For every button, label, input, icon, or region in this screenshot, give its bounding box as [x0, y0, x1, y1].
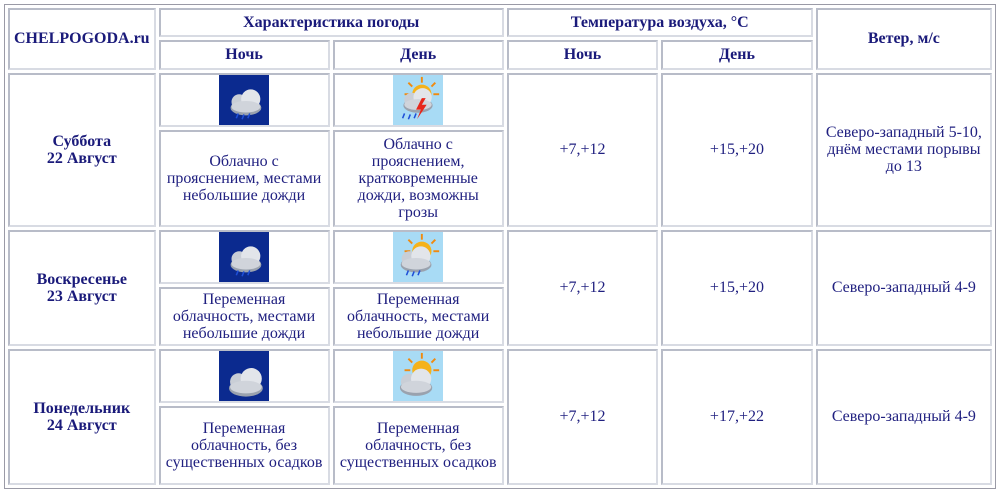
temp-day-header: День [661, 40, 813, 69]
date: 24 Август [46, 416, 117, 434]
date: 22 Август [46, 149, 117, 167]
temp-night-header: Ночь [507, 40, 658, 69]
wind: Северо-западный 4-9 [816, 349, 992, 485]
weather-night-header: Ночь [159, 40, 330, 69]
moon-cloud-rain-icon [165, 232, 324, 282]
night-description: Переменная облачность, местами небольшие дожди [159, 287, 330, 346]
sun-cloud-thunderstorm-icon [339, 75, 498, 125]
temp-night: +7,+12 [507, 73, 658, 227]
night-description: Переменная облачность, без существенных осадков [159, 406, 330, 485]
day-description: Переменная облачность, без существенных осадков [333, 406, 504, 485]
day-icon-cell [333, 73, 504, 127]
site-name: CHELPOGODA.ru [8, 8, 156, 70]
temp-night: +7,+12 [507, 349, 658, 485]
sun-cloud-icon [339, 351, 498, 401]
day-description: Переменная облачность, местами небольшие дожди [333, 287, 504, 346]
weekday: Воскресенье [36, 270, 127, 288]
weather-day-header: День [333, 40, 504, 69]
weather-header: Характеристика погоды [159, 8, 504, 37]
weekday: Понедельник [33, 399, 131, 417]
sun-cloud-rain-icon [339, 232, 498, 282]
night-icon-cell [159, 349, 330, 403]
temp-day: +17,+22 [661, 349, 813, 485]
date: 23 Август [46, 287, 117, 305]
day-cell [8, 349, 156, 485]
moon-cloud-rain-icon [165, 75, 324, 125]
temperature-header: Температура воздуха, °С [507, 8, 813, 37]
day-description: Облачно с прояснением, кратковременные дожди, возможны грозы [333, 130, 504, 227]
day-icon-cell [333, 349, 504, 403]
wind: Северо-западный 4-9 [816, 230, 992, 346]
day-icon-cell [333, 230, 504, 284]
temp-day: +15,+20 [661, 73, 813, 227]
weather-forecast-table [4, 4, 996, 489]
weekday: Суббота [52, 132, 112, 150]
temp-day: +15,+20 [661, 230, 813, 346]
moon-cloud-icon [165, 351, 324, 401]
temp-night: +7,+12 [507, 230, 658, 346]
day-cell [8, 73, 156, 227]
night-icon-cell [159, 73, 330, 127]
night-description: Облачно с прояснением, местами небольшие дожди [159, 130, 330, 227]
day-cell [8, 230, 156, 346]
night-icon-cell [159, 230, 330, 284]
wind: Северо-западный 5-10, днём местами порывы до 13 [816, 73, 992, 227]
wind-header: Ветер, м/с [816, 8, 992, 70]
